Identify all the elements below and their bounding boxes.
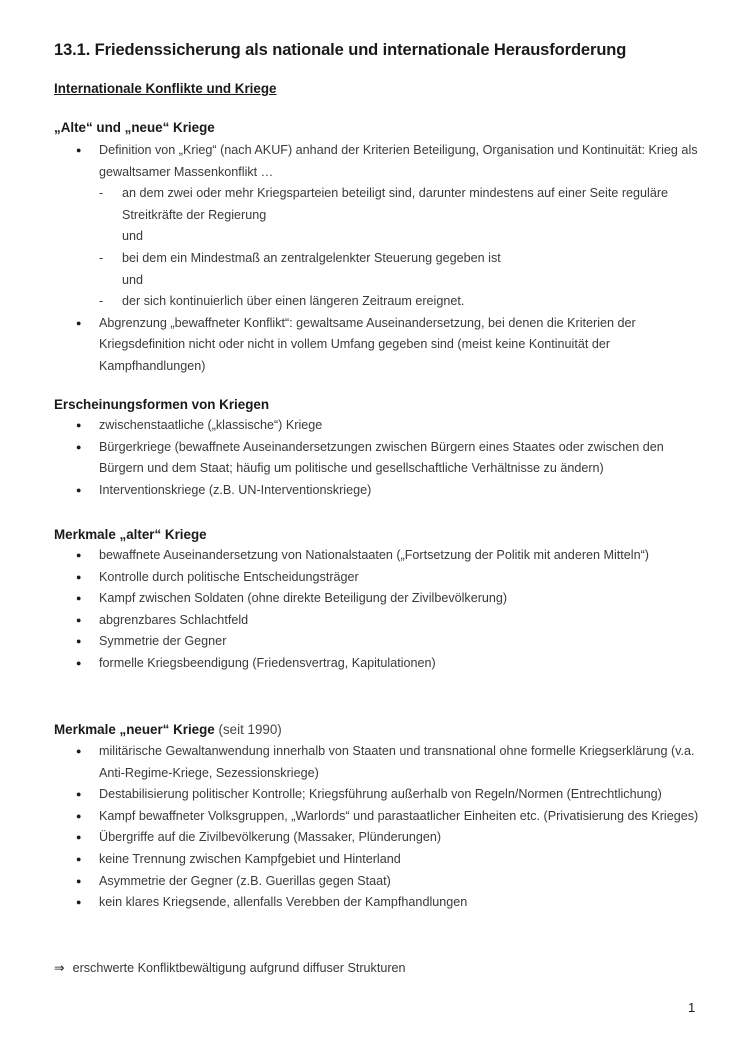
list-item: ● abgrenzbares Schlachtfeld: [0, 610, 750, 632]
list-item: ● Übergriffe auf die Zivilbevölkerung (Massaker, Plünderungen): [0, 827, 750, 849]
bullet-text: Definition von „Krieg“ (nach AKUF) anhand der Kriterien Beteiligung, Organisation und Kontinuität: Krieg als gewaltsamer Massenkonflikt …: [99, 143, 698, 179]
list-item: [0, 140, 750, 313]
list-item: ● militärische Gewaltanwendung innerhalb von Staaten und transnational ohne formelle Kriegserklärung (v.a. Anti-Regime-Kriege, Sezessionskriege): [0, 741, 750, 784]
list-merkmale-alter-kriege: [0, 545, 750, 675]
conclusion: [54, 960, 406, 975]
section-heading: Internationale Konflikte und Kriege: [54, 81, 277, 96]
dash-item: [0, 291, 710, 313]
heading-merkmale-neuer-kriege: [54, 722, 282, 737]
dash-text: bei dem ein Mindestmaß an zentralgelenkter Steuerung gegeben ist: [122, 250, 501, 265]
list-item: [0, 313, 750, 378]
page-title: 13.1. Friedenssicherung als nationale und internationale Herausforderung: [54, 41, 627, 59]
list-erscheinungsformen: [0, 415, 750, 501]
list-item: ● Kontrolle durch politische Entscheidungsträger: [0, 567, 750, 589]
list-definition: [0, 140, 750, 378]
heading-erscheinungsformen: Erscheinungsformen von Kriegen: [54, 397, 270, 412]
list-item: ● bewaffnete Auseinandersetzung von Nationalstaaten („Fortsetzung der Politik mit anderen Mitteln“): [0, 545, 750, 567]
dash-item: [0, 248, 710, 291]
dash-list: [99, 183, 710, 313]
list-merkmale-neuer-kriege: [0, 741, 750, 914]
und-text: und: [122, 229, 144, 244]
conclusion-text: erschwerte Konfliktbewältigung aufgrund diffuser Strukturen: [72, 961, 406, 975]
heading-text: Merkmale „neuer“ Kriege: [54, 722, 215, 737]
heading-alte-neue-kriege: „Alte“ und „neue“ Kriege: [54, 120, 215, 135]
list-item: ● Asymmetrie der Gegner (z.B. Guerillas gegen Staat): [0, 871, 750, 893]
list-item: ● kein klares Kriegsende, allenfalls Verebben der Kampfhandlungen: [0, 892, 750, 914]
bullet-text: Abgrenzung „bewaffneter Konflikt“: gewaltsame Auseinandersetzung, bei denen die Kriterien der Kriegsdefinition nicht oder nicht in vollem Umfang gegeben sind (meist keine Kontinuität der Kampfhandlungen): [99, 315, 636, 373]
list-item: ● zwischenstaatliche („klassische“) Kriege: [0, 415, 750, 437]
und-text: und: [122, 272, 144, 287]
page-number: 1: [688, 1000, 696, 1015]
list-item: ● Kampf bewaffneter Volksgruppen, „Warlords“ und parastaatlicher Einheiten etc. (Privatisierung des Krieges): [0, 806, 750, 828]
list-item: ● Kampf zwischen Soldaten (ohne direkte Beteiligung der Zivilbevölkerung): [0, 588, 750, 610]
dash-text: an dem zwei oder mehr Kriegsparteien beteiligt sind, darunter mindestens auf einer Seite reguläre Streitkräfte der Regierung: [122, 186, 669, 222]
list-item: ● formelle Kriegsbeendigung (Friedensvertrag, Kapitulationen): [0, 653, 750, 675]
implies-arrow-icon: ⇒: [54, 961, 65, 975]
list-item: ● Destabilisierung politischer Kontrolle; Kriegsführung außerhalb von Regeln/Normen (Entrechtlichung): [0, 784, 750, 806]
heading-suffix: (seit 1990): [218, 722, 282, 737]
heading-merkmale-alter-kriege: Merkmale „alter“ Kriege: [54, 527, 207, 542]
list-item: ● keine Trennung zwischen Kampfgebiet und Hinterland: [0, 849, 750, 871]
list-item: ● Bürgerkriege (bewaffnete Auseinandersetzungen zwischen Bürgern eines Staates oder zwischen den Bürgern und dem Staat; häufig um politische und gesellschaftliche Verhältnisse zu ändern): [0, 437, 750, 480]
list-item: ● Interventionskriege (z.B. UN-Interventionskriege): [0, 480, 750, 502]
dash-item: [0, 183, 710, 248]
list-item: ● Symmetrie der Gegner: [0, 631, 750, 653]
dash-text: der sich kontinuierlich über einen längeren Zeitraum ereignet.: [122, 294, 465, 309]
